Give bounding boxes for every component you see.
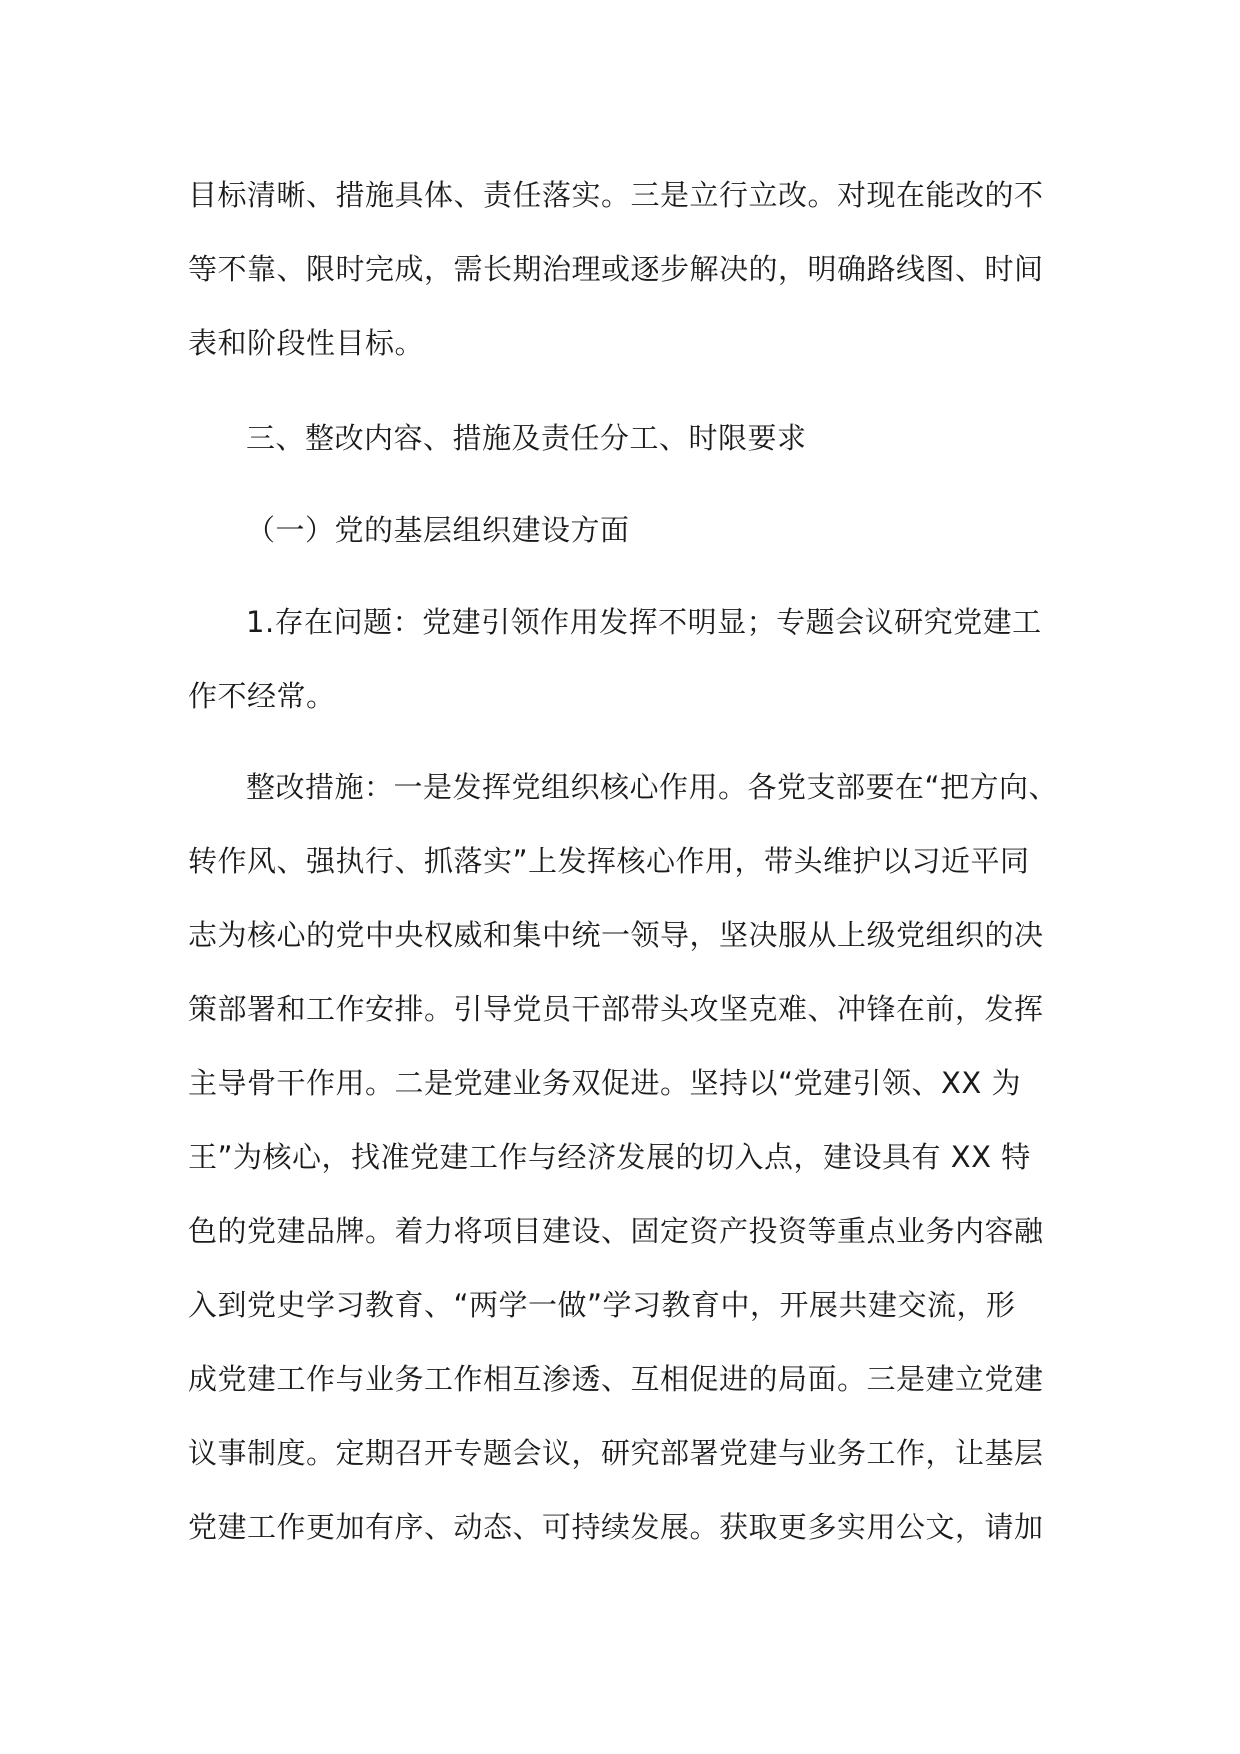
- paragraph-line: 策部署和工作安排。引导党员干部带头攻坚克难、冲锋在前，发挥: [188, 992, 1044, 1026]
- section-heading-text: 三、整改内容、措施及责任分工、时限要求: [246, 421, 807, 455]
- paragraph-line: 等不靠、限时完成，需长期治理或逐步解决的，明确路线图、时间: [188, 252, 1044, 286]
- section-heading: [188, 401, 1058, 475]
- paragraph-line: 议事制度。定期召开专题会议，研究部署党建与业务工作，让基层: [188, 1436, 1044, 1470]
- paragraph-line: 作不经常。: [188, 679, 336, 713]
- paragraph-line: 1.存在问题：党建引领作用发挥不明显；专题会议研究党建工: [246, 605, 1042, 639]
- paragraph-line: 志为核心的党中央权威和集中统一领导，坚决服从上级党组织的决: [188, 918, 1044, 952]
- subsection-heading: [188, 493, 1058, 567]
- paragraph-line: 成党建工作与业务工作相互渗透、互相促进的局面。三是建立党建: [188, 1362, 1044, 1396]
- paragraph-continuation: [188, 158, 1058, 380]
- paragraph-line: 表和阶段性目标。: [188, 326, 425, 360]
- paragraph-line: 整改措施：一是发挥党组织核心作用。各党支部要在“把方向、: [246, 770, 1059, 804]
- paragraph-line: 王”为核心，找准党建工作与经济发展的切入点，建设具有 XX 特: [188, 1140, 1031, 1174]
- problem-paragraph: [188, 585, 1058, 733]
- paragraph-line: 转作风、强执行、抓落实”上发挥核心作用，带头维护以习近平同: [188, 844, 1030, 878]
- subsection-heading-text: （一）党的基层组织建设方面: [246, 513, 630, 547]
- measures-paragraph: [188, 750, 1058, 1564]
- paragraph-line: 色的党建品牌。着力将项目建设、固定资产投资等重点业务内容融: [188, 1214, 1044, 1248]
- paragraph-line: 目标清晰、措施具体、责任落实。三是立行立改。对现在能改的不: [188, 178, 1044, 212]
- paragraph-line: 主导骨干作用。二是党建业务双促进。坚持以“党建引领、XX 为: [188, 1066, 1021, 1100]
- paragraph-line: 入到党史学习教育、“两学一做”学习教育中，开展共建交流，形: [188, 1288, 1016, 1322]
- paragraph-line: 党建工作更加有序、动态、可持续发展。获取更多实用公文，请加: [188, 1510, 1044, 1544]
